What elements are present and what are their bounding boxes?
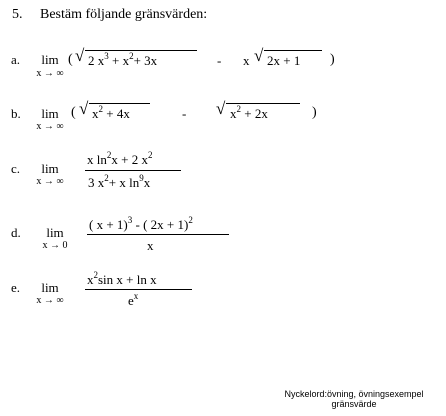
keywords-line-1: Nyckelord:övning, övningsexempel [284,389,424,399]
keywords-line-2: gränsvärde [331,399,377,409]
item-a-close-paren: ) [330,52,335,67]
item-a-sqrt1-bar [85,50,197,51]
item-e-lim-sub: x → ∞ [36,295,64,306]
item-b-sqrt2-sign: √ [216,99,226,118]
item-d-lim-sub: x → 0 [42,240,68,251]
item-b-sqrt1-sign: √ [79,99,89,118]
item-b-minus: - [182,106,187,121]
item-e-fraction-bar [85,289,192,290]
item-a-lim-sub: x → ∞ [36,68,64,79]
item-b-root1: $x^2 + 4x$ [92,104,130,121]
item-b-close-paren: ) [312,105,317,120]
item-b-lim: lim [41,106,59,121]
item-a-sqrt1-sign: √ [75,46,85,65]
item-c-fraction-bar [85,170,181,171]
item-e-numerator: $x^2\sin$ x + ln x [87,270,157,287]
item-e-denominator: $e^x$ [128,291,139,308]
item-d-label: d. [11,225,21,240]
item-a-open-paren: ( [68,52,73,67]
item-c-numerator: x $\ln^2x + 2$ $x^2$ [87,150,153,167]
item-c-label: c. [11,161,21,176]
item-d-denominator: x [147,238,154,253]
item-a-label: a. [11,52,21,67]
item-a-lim: lim [41,52,59,67]
item-a-root1: 2 $x^3 + x^2+ 3x$ [88,51,158,68]
item-b-lim-sub: x → ∞ [36,121,64,132]
item-b-root2: $x^2 + 2x$ [230,104,268,121]
item-c-denominator: 3 $x^2+ x$ $\ln^9x$ [88,173,151,190]
problem-number: 5. [12,7,23,22]
item-a-sqrt2-sign: √ [254,46,264,65]
item-c-lim-sub: x → ∞ [36,176,64,187]
item-a-minus: - [217,53,222,68]
item-a-sqrt2-bar [264,50,322,51]
problem-heading: Bestäm följande gränsvärden: [40,7,208,22]
item-d-fraction-bar [87,234,229,235]
item-d-numerator: ( x + 1)$^3$ - ( 2x + 1)$^2$ [89,215,193,232]
item-e-lim: lim [41,280,59,295]
item-c-lim: lim [41,161,59,176]
item-a-root2: 2x + 1 [267,53,301,68]
item-d-lim: lim [46,225,64,240]
item-b-open-paren: ( [71,105,76,120]
item-e-label: e. [11,280,21,295]
item-b-label: b. [11,106,21,121]
item-a-x-factor: x [243,53,250,68]
